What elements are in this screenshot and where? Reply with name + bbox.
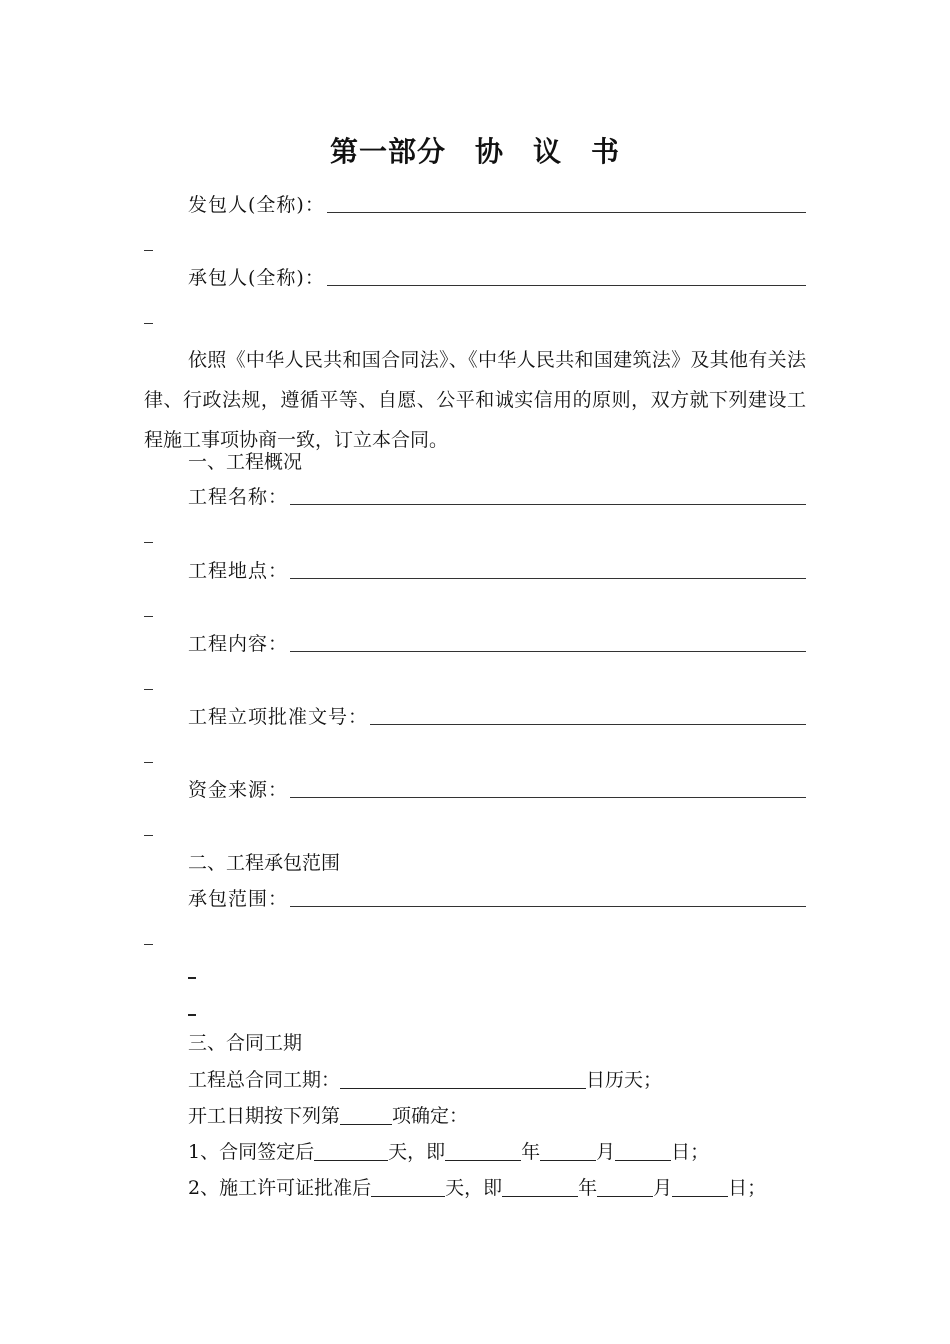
option2-days-blank[interactable]	[371, 1196, 445, 1197]
start-date-rule-row	[188, 1103, 468, 1129]
approval-number-blank[interactable]	[370, 724, 806, 725]
option1-month-text: 月	[596, 1141, 616, 1163]
scope-row	[188, 886, 806, 912]
employer-field-row	[188, 192, 806, 218]
option2-prefix: 2、施工许可证批准后	[188, 1177, 372, 1199]
employer-label: 发包人(全称)：	[188, 194, 325, 216]
funding-source-blank[interactable]	[290, 797, 806, 798]
project-name-row	[188, 484, 806, 510]
option1-date-text: 日；	[671, 1141, 710, 1163]
total-duration-unit: 日历天；	[586, 1069, 663, 1091]
project-location-label: 工程地点：	[188, 560, 289, 582]
continuation-dash	[144, 616, 153, 617]
continuation-dash	[188, 1014, 196, 1016]
scope-blank[interactable]	[290, 906, 806, 907]
continuation-dash	[144, 762, 153, 763]
option2-year-text: 年	[578, 1177, 598, 1199]
start-date-suffix: 项确定：	[392, 1105, 469, 1127]
option1-date-blank[interactable]	[615, 1160, 671, 1161]
approval-number-row	[188, 704, 806, 730]
project-location-blank[interactable]	[290, 578, 806, 579]
continuation-dash	[144, 835, 153, 836]
option1-day-text: 天，即	[388, 1141, 446, 1163]
total-duration-label: 工程总合同工期：	[188, 1069, 341, 1091]
option1-year-blank[interactable]	[445, 1160, 521, 1161]
funding-source-row	[188, 777, 806, 803]
project-location-row	[188, 558, 806, 584]
project-name-blank[interactable]	[290, 504, 806, 505]
start-date-prefix: 开工日期按下列第	[188, 1105, 341, 1127]
option1-days-blank[interactable]	[314, 1160, 388, 1161]
continuation-dash	[144, 542, 153, 543]
continuation-dash	[144, 689, 153, 690]
option2-month-blank[interactable]	[597, 1196, 653, 1197]
contractor-field-row	[188, 265, 806, 291]
continuation-dash	[188, 977, 196, 979]
start-date-option-blank[interactable]	[340, 1124, 392, 1125]
option2-year-blank[interactable]	[502, 1196, 578, 1197]
project-content-label: 工程内容：	[188, 633, 289, 655]
continuation-dash	[144, 944, 153, 945]
option1-month-blank[interactable]	[540, 1160, 596, 1161]
intro-paragraph: 依照《中华人民共和国合同法》、《中华人民共和国建筑法》及其他有关法律、行政法规，遵循平等、自愿、公平和诚实信用的原则，双方就下列建设工程施工事项协商一致，订立本合同。	[144, 349, 806, 451]
continuation-dash	[144, 250, 153, 251]
option2-day-text: 天，即	[445, 1177, 503, 1199]
total-duration-blank[interactable]	[340, 1088, 586, 1089]
project-name-label: 工程名称：	[188, 486, 289, 508]
total-duration-row	[188, 1067, 662, 1093]
project-content-blank[interactable]	[290, 651, 806, 652]
project-content-row	[188, 631, 806, 657]
option1-row	[188, 1139, 709, 1165]
funding-source-label: 资金来源：	[188, 779, 289, 801]
option2-row	[188, 1175, 766, 1201]
approval-number-label: 工程立项批准文号：	[188, 706, 369, 728]
continuation-dash	[144, 323, 153, 324]
contractor-blank[interactable]	[327, 285, 806, 286]
option2-date-blank[interactable]	[672, 1196, 728, 1197]
section1-heading: 一、工程概况	[188, 451, 303, 473]
option1-prefix: 1、合同签定后	[188, 1141, 315, 1163]
page-title: 第一部分 协 议 书	[329, 135, 620, 168]
scope-label: 承包范围：	[188, 888, 289, 910]
option2-month-text: 月	[653, 1177, 673, 1199]
section3-heading: 三、合同工期	[188, 1032, 303, 1054]
option2-date-text: 日；	[728, 1177, 767, 1199]
contractor-label: 承包人(全称)：	[188, 267, 325, 289]
employer-blank[interactable]	[327, 212, 806, 213]
section2-heading: 二、工程承包范围	[188, 852, 341, 874]
option1-year-text: 年	[521, 1141, 541, 1163]
